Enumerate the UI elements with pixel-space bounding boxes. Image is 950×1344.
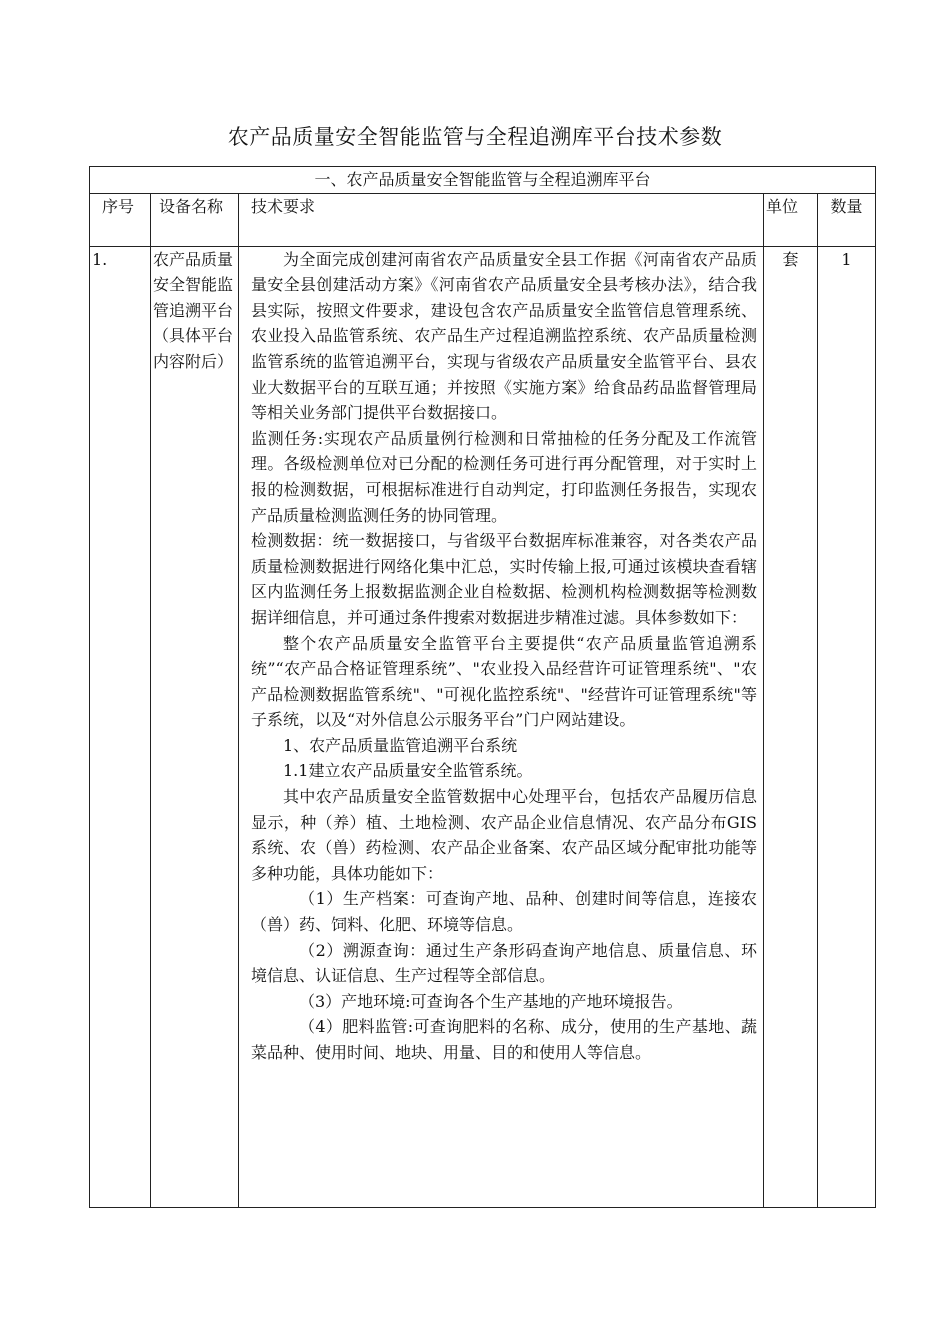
tech-paragraph-intro: 为全面完成创建河南省农产品质量安全县工作据《河南省农产品质量安全县创建活动方案》《河南省农产品质量安全县考核办法》，结合我县实际，按照文件要求，建设包含农产品质量安全监管信息管理系统、农业投入品监管系统、农产品生产过程追溯监控系统、农产品质量检测监管系统的监管追溯平台，实现与省级农产品质量安全监管平台、县农业大数据平台的互联互通；并按照《实施方案》给食品药品监督管理局等相关业务部门提供平台数据接口。 bbox=[251, 249, 757, 423]
row-unit: 套 bbox=[764, 246, 818, 1207]
spec-table bbox=[89, 166, 876, 1208]
section-header-row bbox=[90, 167, 876, 194]
tech-paragraph-monitoring-task: 监测任务:实现农产品质量例行检测和日常抽检的任务分配及工作流管理。各级检测单位对已分配的检测任务可进行再分配管理，对于实时上报的检测数据，可根据标准进行自动判定，打印监测任务报告，实现农产品质量检测监测任务的协同管理。 bbox=[251, 428, 757, 525]
header-tech-requirements: 技术要求 bbox=[239, 193, 764, 246]
tech-item-production-archive: （1）生产档案：可查询产地、品种、创建时间等信息，连接农（兽）药、饲料、化肥、环境等信息。 bbox=[251, 889, 757, 935]
header-device-name: 设备名称 bbox=[151, 193, 239, 246]
table-row bbox=[90, 246, 876, 1207]
tech-heading-traceability-system: 1、农产品质量监管追溯平台系统 bbox=[283, 735, 518, 755]
tech-item-origin-environment: （3）产地环境:可查询各个生产基地的产地环境报告。 bbox=[299, 991, 683, 1011]
tech-item-trace-query: （2）溯源查询：通过生产条形码查询产地信息、质量信息、环境信息、认证信息、生产过程等全部信息。 bbox=[251, 940, 757, 986]
row-tech-requirements bbox=[239, 246, 764, 1207]
column-header-row bbox=[90, 193, 876, 246]
row-quantity: 1 bbox=[818, 246, 876, 1207]
section-title: 一、农产品质量安全智能监管与全程追溯库平台 bbox=[90, 167, 876, 194]
row-device-name: 农产品质量安全智能监管追溯平台（具体平台内容附后） bbox=[151, 246, 239, 1207]
document-title: 农产品质量安全智能监管与全程追溯库平台技术参数 bbox=[227, 125, 723, 149]
tech-heading-supervision-system: 1.1建立农产品质量安全监管系统。 bbox=[283, 761, 533, 781]
tech-item-fertilizer-supervision: （4）肥料监管:可查询肥料的名称、成分，使用的生产基地、蔬菜品种、使用时间、地块、用量、目的和使用人等信息。 bbox=[251, 1017, 757, 1062]
row-no: 1. bbox=[90, 246, 151, 1207]
tech-paragraph-data-center: 其中农产品质量安全监管数据中心处理平台，包括农产品履历信息显示，种（养）植、土地检测、农产品企业信息情况、农产品分布GIS系统、农（兽）药检测、农产品企业备案、农产品区域分配审批功能等多种功能，具体功能如下： bbox=[251, 787, 757, 883]
header-unit: 单位 bbox=[764, 193, 818, 246]
header-quantity: 数量 bbox=[818, 193, 876, 246]
header-no: 序号 bbox=[90, 193, 151, 246]
tech-paragraph-detection-data: 检测数据：统一数据接口，与省级平台数据库标准兼容，对各类农产品质量检测数据进行网络化集中汇总，实时传输上报,可通过该模块查看辖区内监测任务上报数据监测企业自检数据、检测机构检测数据等检测数据详细信息，并可通过条件搜索对数据进步精准过滤。具体参数如下： bbox=[251, 531, 757, 627]
tech-paragraph-subsystems: 整个农产品质量安全监管平台主要提供“农产品质量监管追溯系统”“农产品合格证管理系统”、"农业投入品经营许可证管理系统"、"农产品检测数据监管系统"、"可视化监控系统"、"经营许可证管理系统"等子系统，以及“对外信息公示服务平台”门户网站建设。 bbox=[251, 633, 757, 730]
